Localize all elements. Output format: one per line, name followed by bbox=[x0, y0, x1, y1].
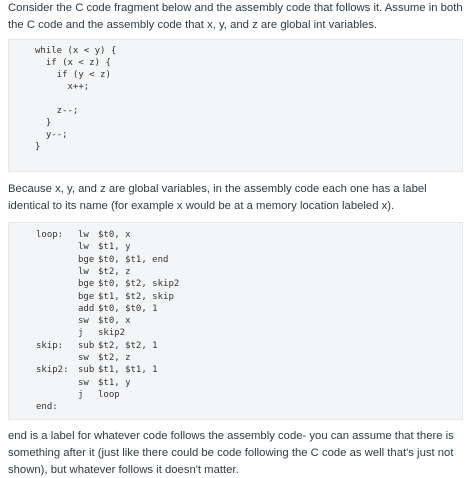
assembly-operands: $t1, $t1, 1 bbox=[98, 365, 158, 376]
assembly-line bbox=[9, 327, 462, 339]
assembly-operands: $t0, $t1, end bbox=[98, 254, 169, 265]
assembly-operands: $t1, $t2, skip bbox=[98, 291, 174, 302]
assembly-opcode: j bbox=[78, 389, 84, 400]
assembly-line bbox=[9, 291, 462, 303]
assembly-operands: $t0, x bbox=[98, 316, 131, 327]
assembly-operands: $t2, $t2, 1 bbox=[98, 340, 158, 351]
assembly-operands: $t1, y bbox=[98, 242, 131, 253]
assembly-opcode: j bbox=[78, 328, 84, 339]
middle-paragraph: Because x, y, and z are global variables, in the assembly code each one has a label identical to its name (for example x would be at a memory location labeled x). bbox=[8, 183, 427, 212]
assembly-opcode: bge bbox=[78, 291, 95, 302]
assembly-opcode: sw bbox=[78, 377, 89, 388]
assembly-opcode: lw bbox=[78, 242, 89, 253]
assembly-line bbox=[9, 364, 462, 376]
assembly-line bbox=[9, 315, 462, 327]
c-code-block bbox=[8, 39, 463, 172]
assembly-opcode: sub bbox=[78, 340, 95, 351]
assembly-line bbox=[9, 389, 462, 401]
assembly-operands: $t0, x bbox=[98, 230, 131, 240]
assembly-operands: $t2, z bbox=[98, 266, 131, 277]
assembly-operands: $t0, $t0, 1 bbox=[98, 303, 158, 314]
assembly-opcode: lw bbox=[78, 266, 89, 277]
assembly-line bbox=[9, 254, 462, 266]
assembly-opcode: sub bbox=[78, 365, 95, 376]
assembly-line bbox=[9, 229, 462, 241]
assembly-opcode: add bbox=[78, 303, 95, 314]
assembly-label: skip2: bbox=[36, 365, 69, 376]
assembly-opcode: bge bbox=[78, 254, 95, 265]
assembly-line bbox=[9, 401, 462, 413]
assembly-label: end: bbox=[36, 402, 58, 413]
assembly-label: loop: bbox=[36, 230, 64, 240]
assembly-operands: skip2 bbox=[98, 328, 126, 339]
assembly-label: skip: bbox=[36, 340, 64, 351]
outro-paragraph: end is a label for whatever code follows the assembly code- you can assume that there is something after it (just like there could be code following the C code as well that's just not shown), but whatever follows it doesn't matter. bbox=[8, 430, 454, 476]
intro-paragraph: Consider the C code fragment below and the assembly code that follows it. Assume in both the C code and the assembly code that x, y, and z are global int variables. bbox=[8, 2, 463, 31]
assembly-line bbox=[9, 278, 462, 290]
assembly-opcode: lw bbox=[78, 230, 89, 240]
assembly-line bbox=[9, 340, 462, 352]
assembly-operands: $t0, $t2, skip2 bbox=[98, 279, 180, 290]
assembly-code-block bbox=[8, 222, 463, 420]
assembly-lines bbox=[9, 229, 462, 415]
assembly-operands: $t2, z bbox=[98, 353, 131, 363]
assembly-operands: loop bbox=[98, 389, 120, 400]
c-code-text: while (x < y) { if (x < z) { if (y < z) x++; z--; } y--; } bbox=[35, 46, 117, 152]
assembly-opcode: sw bbox=[78, 353, 89, 363]
assembly-line bbox=[9, 241, 462, 253]
assembly-line bbox=[9, 377, 462, 389]
assembly-operands: $t1, y bbox=[98, 377, 131, 388]
assembly-line bbox=[9, 266, 462, 278]
assembly-opcode: sw bbox=[78, 316, 89, 327]
assembly-line bbox=[9, 352, 462, 364]
assembly-line bbox=[9, 303, 462, 315]
assembly-opcode: bge bbox=[78, 279, 95, 290]
